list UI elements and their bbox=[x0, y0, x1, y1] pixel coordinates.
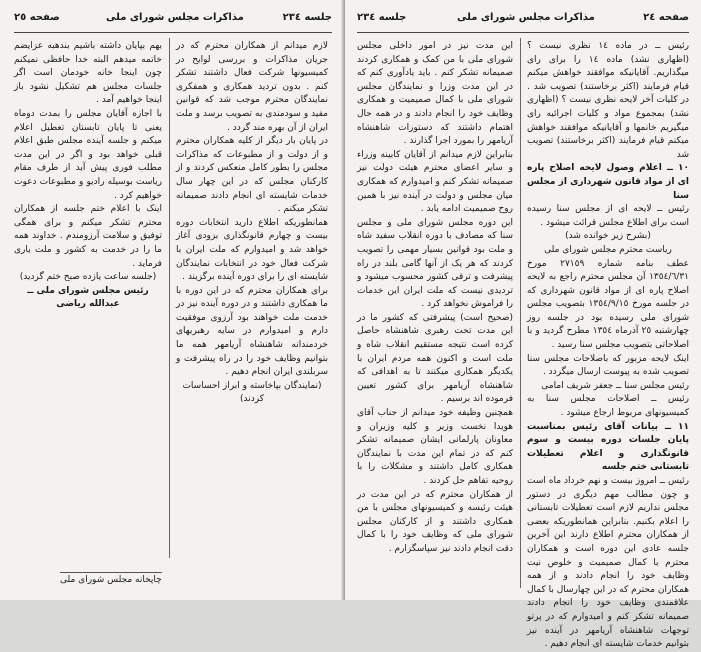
left-header-rule bbox=[14, 32, 332, 33]
paragraph: رئیس مجلس شورای ملی ــ عبدالله ریاضی bbox=[27, 285, 149, 310]
paragraph: اینک با اعلام ختم جلسه از همکاران محترم تشکر میکنم و برای همگی توفیق و سلامت آرزومندم . خداوند همه ما را در خدمت به کشور و ملت یاری فرماید . bbox=[14, 204, 162, 269]
paragraph: این دوره مجلس شورای ملی و مجلس سنا که مصادف با دوره انقلاب سفید شاه و ملت بود قوانین بسیار مهمی را تصویب کردند که هر یک از آنها گامی بلند در راه پیشرفت و ترقی کشور محسوب میشود و تردیدی نیست که ملت ایران این خدمات را فراموش نخواهد کرد . bbox=[357, 217, 513, 310]
right-page-title: مذاکرات مجلس شورای ملی bbox=[457, 12, 595, 23]
left-page-session: جلسه ٢٣٤ bbox=[282, 12, 332, 23]
left-page-number: صفحه ٢٥ bbox=[14, 12, 60, 23]
left-page-title: مذاکرات مجلس شورای ملی bbox=[106, 12, 244, 23]
paragraph: با اجازه آقایان مجلس را بمدت دوماه یعنی تا پایان تابستان تعطیل اعلام میکنم و جلسه آینده مجلس طبق اعلام قبلی خواهد بود و اگر در این مدت مطلب فوری پیش آید از طرف مقام ریاست بوسیله رادیو و مطبوعات دعوت خواهیم کرد . bbox=[14, 108, 162, 201]
paragraph: رئیس مجلس سنا ــ جعفر شریف امامی bbox=[541, 380, 689, 391]
paragraph: برای همکاران محترم که در این دوره با ما همکاری داشتند و در دوره آینده نیز در خدمت ملت خواهند بود آرزوی موفقیت دارم و امیدوارم در سایه رهبریهای خردمندانه شاهنشاه آریامهر همه ما بتوانیم وظایف خود را در راه پیشرفت و سربلندی ایران انجام دهیم . bbox=[176, 285, 328, 378]
paragraph: بنابراین لازم میدانم از آقایان کابینه وزراء و سایر اعضای محترم هیئت دولت نیز صمیمانه تشکر کنم و امیدوارم که همکاری میان مجلس و دولت در آینده نیز با همین روح صمیمیت ادامه یابد . bbox=[357, 149, 513, 215]
paragraph: رئیس ــ اصلاحات مجلس سنا به کمیسیونهای مربوط ارجاع میشود . bbox=[527, 394, 689, 419]
paragraph: ١١ ــ بیانات آقای رئیس بمناسبت پایان جلسات دوره بیست و سوم قانونگذاری و اعلام تعطیلات تابستانی ختم جلسه bbox=[527, 421, 689, 473]
paragraph: از همکاران محترم که در این مدت در هیئت رئیسه و کمیسیونهای مجلس با من همکاری داشتند و از کارکنان مجلس شورای ملی که وظایف خود را با کمال دقت انجام دادند نیز سپاسگزارم . bbox=[357, 489, 513, 554]
left-page-column-divider bbox=[169, 38, 170, 558]
paragraph: رئیس ــ در ماده ١٤ نظری نیست ؟ (اظهاری نشد) ماده ١٤ را برای رای میگذاریم. آقایانیکه موافقند خواهش میکنم قیام فرمایند (اکثر برخاستند) تصویب شد . در کلیات آخر لایحه نظری نیست ؟ (اظهاری نشد) بمجموع مواد و کلیات اجرائیه رای میگیریم خانمها و آقایانیکه موافقند خواهش میکنم قیام فرمایند (اکثر برخاستند) تصویب شد bbox=[527, 41, 689, 160]
right-page-column-divider bbox=[520, 38, 521, 588]
right-header-rule bbox=[357, 32, 689, 33]
paragraph: (نمایندگان بپاخاسته و ابراز احساسات کردند) bbox=[182, 380, 322, 405]
paragraph: (بشرح زیر خوانده شد) bbox=[565, 231, 651, 242]
right-page-session: جلسه ٢٣٤ bbox=[357, 12, 407, 23]
paragraph: رئیس ــ امروز بیست و نهم خرداد ماه است و چون مطالب مهم دیگری در دستور مجلس نداریم لازم است تعطیلات تابستانی را اعلام بکنیم. بنابراین همانطوریکه بعضی از همکاران محترم اطلاع دارند این آخرین جلسه عادی این دوره است و همکاران محترم با کمال صمیمیت و خلوص نیت وظایف خود را انجام دادند و از همه همکاران محترم که در این چهارسال با کمال علاقمندی وظایف خود را انجام دادند صمیمانه تشکر کنم و امیدوارم که در پرتو توجهات شاهنشاه آریامهر در آینده نیز بتوانیم خدمات شایسته ای انجام دهیم . bbox=[527, 476, 689, 650]
left-page-header bbox=[14, 12, 332, 30]
paragraph: این مدت نیز در امور داخلی مجلس شورای ملی با من کمک و همکاری کردند صمیمانه تشکر کنم . باید یادآوری کنم که در این مدت وزرا و نمایندگان مجلس شورای ملی با کمال صمیمیت و همکاری وظایف خود را انجام دادند و در همه حال اهتمام داشتند که دستورات شاهنشاه آریامهر را بمورد اجرا گذارند . bbox=[357, 41, 513, 147]
paragraph: عطف بنامه شماره ٢٧١٥٩ مورخ ١٣٥٤/٦/٣١ آن مجلس محترم راجع به لایحه اصلاح پاره ای از مواد قانون شهرداری که در جلسه مورخ ١٣٥٤/٩/١٥ بتصویب مجلس شورای ملی رسیده بود در جلسه روز چهارشنبه ٢٥ آذرماه ١٣٥٤ مطرح گردید و با اصلاحاتی بتصویب مجلس سنا رسید . bbox=[527, 258, 689, 351]
left-page-column-right bbox=[176, 40, 328, 560]
printing-house-footer: چاپخانه مجلس شورای ملی bbox=[60, 572, 162, 585]
right-page bbox=[345, 0, 701, 650]
paragraph: (صحیح است) پیشرفتی که کشور ما در این مدت تحت رهبری شاهنشاه حاصل کرده است نتیجه مستقیم انقلاب شاه و ملت است و اکنون همه مردم ایران با یکدیگر همکاری میکنند تا به اهدافی که شاهنشاه آریامهر برای کشور تعیین فرموده اند برسیم . bbox=[357, 312, 513, 405]
right-page-number: صفحه ٢٤ bbox=[643, 12, 689, 23]
paragraph: در پایان بار دیگر از کلیه همکاران محترم و از دولت و از مطبوعات که مذاکرات مجلس را بطور کامل منعکس کردند و از کارکنان مجلس که در این چهار سال خدمات شایسته ای انجام دادند صمیمانه تشکر میکنم . bbox=[176, 136, 328, 215]
paragraph: ١٠ ــ اعلام وصول لایحه اصلاح پاره ای از مواد قانون شهرداری از مجلس سنا bbox=[527, 163, 689, 201]
right-page-column-right bbox=[527, 40, 689, 650]
paragraph: همچنین وظیفه خود میدانم از جناب آقای هویدا نخست وزیر و کلیه وزیران و معاونان پارلمانی ایشان صمیمانه تشکر کنم که در تمام این مدت با نمایندگان همکاری کامل داشتند و مشکلات را با روحیه تفاهم حل کردند . bbox=[357, 408, 513, 486]
right-page-column-left bbox=[357, 40, 513, 590]
left-page-column-left bbox=[14, 40, 162, 560]
paragraph: همانطوریکه اطلاع دارید انتخابات دوره بیست و چهارم قانونگذاری بزودی آغاز خواهد شد و امیدوارم که ملت ایران با شرکت فعال خود در انتخابات نمایندگان شایسته ای را برای دوره آینده برگزیند . bbox=[176, 217, 328, 283]
left-page bbox=[0, 0, 345, 600]
paragraph: بهم بپایان داشته باشیم بندهبه عزایضم خاتمه میدهم البته خدا حافظی نمیکنم چون اینجا خانه خودمان است اگر جلسات مجلس هم تشکیل نشود باز اینجا خواهیم آمد . bbox=[14, 41, 162, 106]
paragraph: اینک لایحه مزبور که باصلاحات مجلس سنا تصویب شده به پیوست ارسال میگردد . bbox=[527, 353, 689, 378]
paragraph: لازم میدانم از همکاران محترم که در جریان مذاکرات و بررسی لوایح در کمیسیونها شرکت فعال داشتند تشکر کنم . بدون تردید همکاری و همفکری نمایندگان محترم موجب شد که قوانین مفید و سودمندی به تصویب برسد و ملت ایران از آن بهره مند گردد . bbox=[176, 41, 328, 133]
paragraph: رئیس ــ لایحه ای از مجلس سنا رسیده است برای اطلاع مجلس قرائت میشود . bbox=[527, 204, 689, 228]
paragraph: (جلسه ساعت یازده صبح ختم گردید) bbox=[19, 272, 157, 283]
paragraph: ریاست محترم مجلس شورای ملی bbox=[544, 244, 672, 255]
right-page-header bbox=[357, 12, 689, 30]
